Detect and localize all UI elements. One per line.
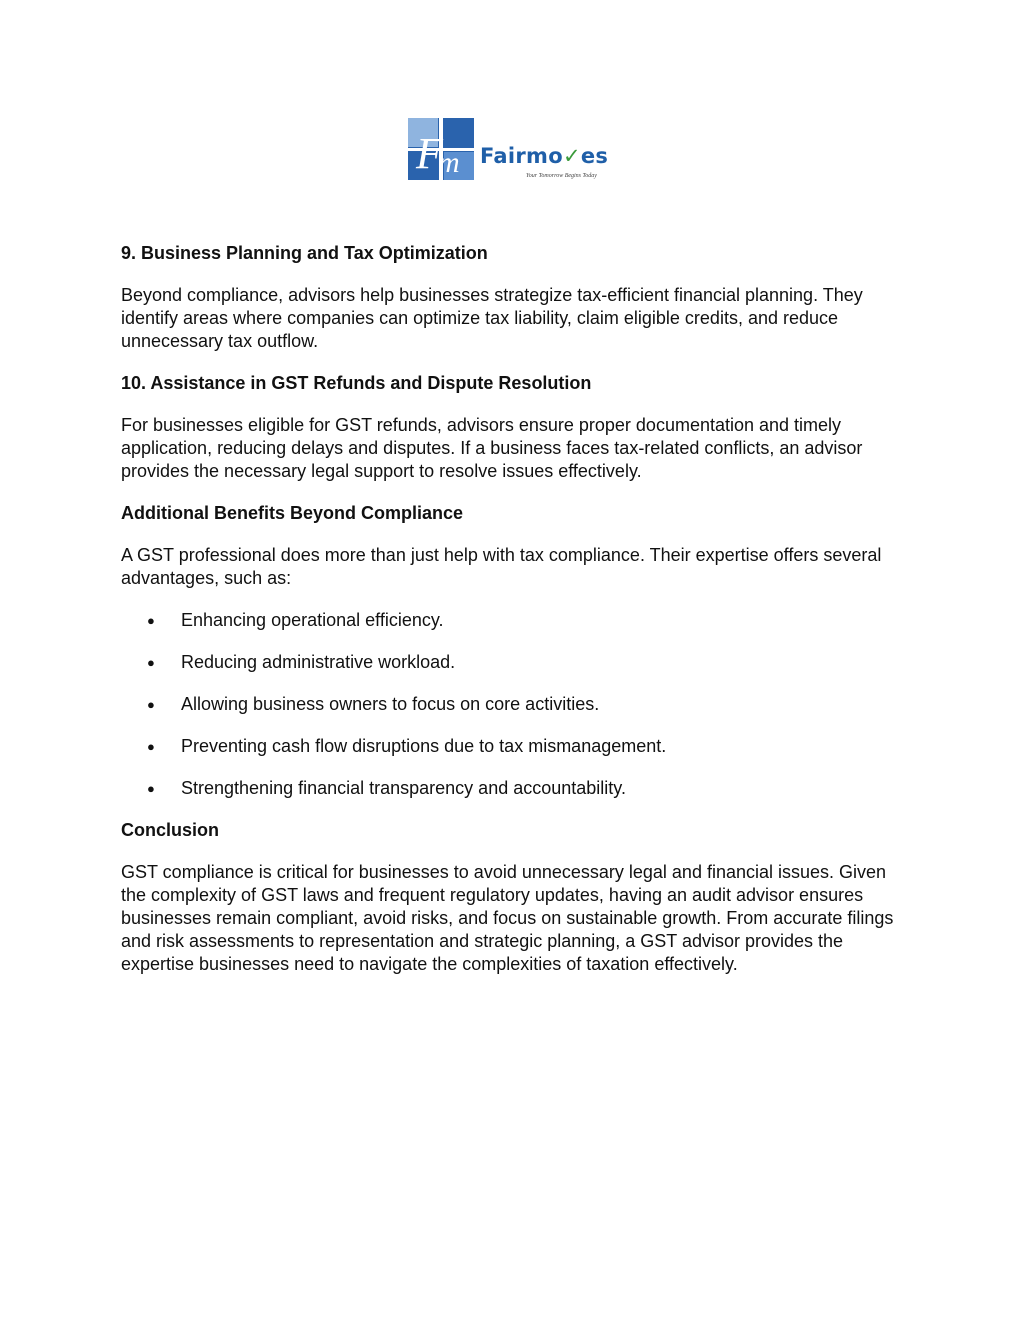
section-paragraph: GST compliance is critical for businesses to avoid unnecessary legal and financial issues. Given the complexity of GST laws and frequent regulatory updates, having an audit advisor ensures businesses remain compliant, avoid risks, and focus on sustainable growth. From accurate filings and risk assessments to representation and strategic planning, a GST advisor provides the expertise businesses need to navigate the complexities of taxation effectively.	[121, 862, 894, 974]
list-item: ● Reducing administrative workload.	[147, 652, 456, 672]
bullet-icon: ●	[147, 739, 155, 754]
svg-text:F: F	[416, 129, 443, 178]
bullet-icon: ●	[147, 655, 155, 670]
svg-text:m: m	[438, 146, 460, 179]
bullet-icon: ●	[147, 613, 155, 628]
monogram-icon	[408, 118, 474, 180]
section-heading: 10. Assistance in GST Refunds and Dispute Resolution	[121, 373, 592, 393]
company-logo	[408, 118, 618, 184]
section-paragraph: A GST professional does more than just help with tax compliance. Their expertise offers several advantages, such as:	[121, 545, 882, 588]
section-paragraph: For businesses eligible for GST refunds, advisors ensure proper documentation and timely application, reducing delays and disputes. If a business faces tax-related conflicts, an advisor provides the necessary legal support to resolve issues effectively.	[121, 415, 863, 481]
section-heading: Conclusion	[121, 820, 219, 840]
list-item: ● Allowing business owners to focus on core activities.	[147, 694, 600, 714]
list-item: ● Strengthening financial transparency and accountability.	[147, 778, 626, 798]
list-item: ● Enhancing operational efficiency.	[147, 610, 444, 630]
logo-tagline: Your Tomorrow Begins Today	[526, 173, 597, 179]
bullet-icon: ●	[147, 697, 155, 712]
list-item: ● Preventing cash flow disruptions due to tax mismanagement.	[147, 736, 667, 756]
bullet-icon: ●	[147, 781, 155, 796]
section-paragraph: Beyond compliance, advisors help businesses strategize tax-efficient financial planning. They identify areas where companies can optimize tax liability, claim eligible credits, and reduce unnecessary tax outflow.	[121, 285, 863, 351]
section-heading: 9. Business Planning and Tax Optimization	[121, 243, 488, 263]
section-heading: Additional Benefits Beyond Compliance	[121, 503, 464, 523]
document-body	[121, 242, 911, 976]
benefits-list	[121, 609, 911, 800]
logo-wordmark: Fairmo✓es	[480, 144, 609, 168]
